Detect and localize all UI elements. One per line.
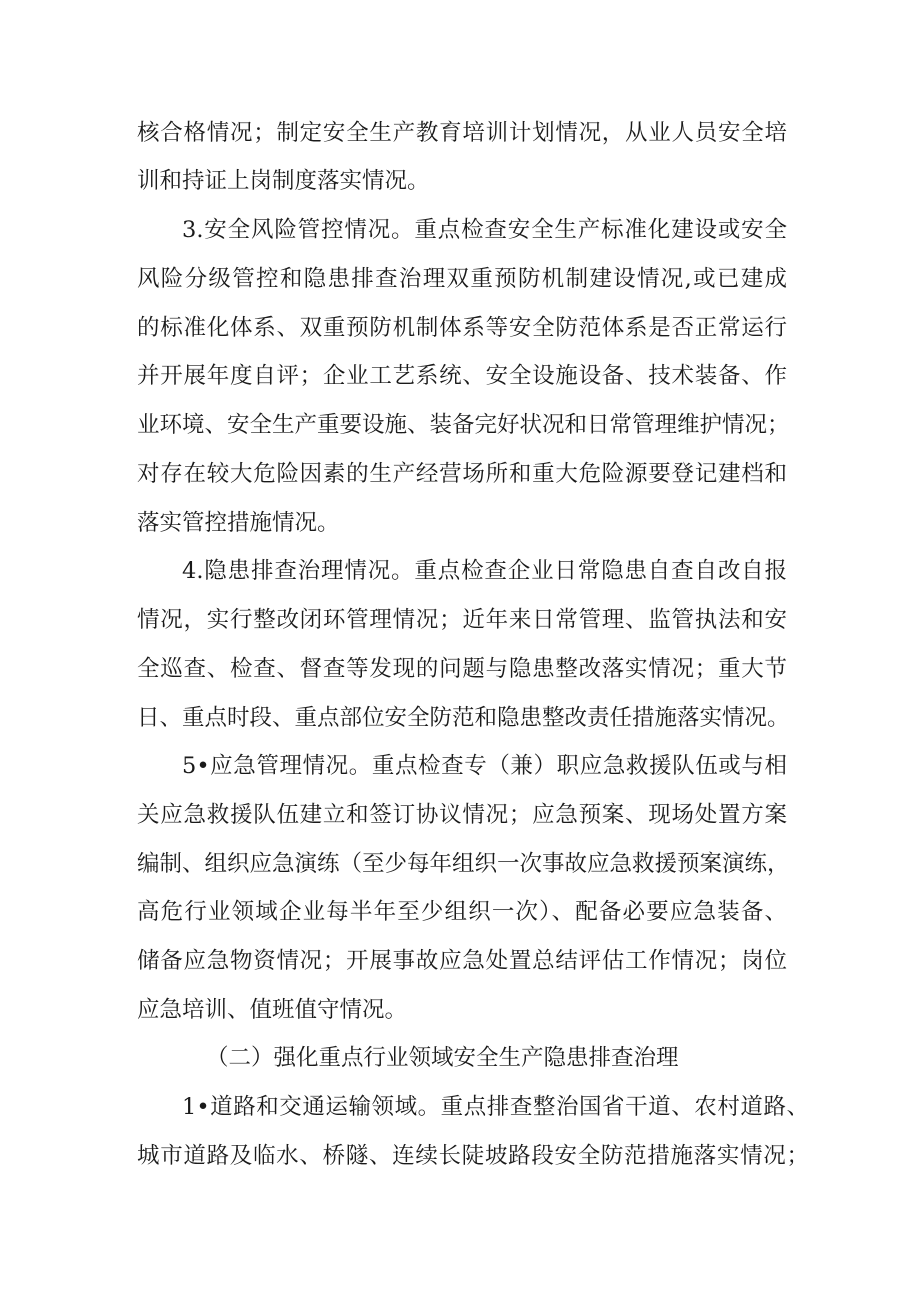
text-line-8: 对存在较大危险因素的生产经营场所和重大危险源要登记建档和 xyxy=(137,461,787,487)
text-line-4: 风险分级管控和隐患排查治理双重预防机制建设情况,或已建成 xyxy=(137,266,787,292)
text-line-10: 4.隐患排查治理情况。重点检查企业日常隐患自查自改自报 xyxy=(182,558,787,584)
text-line-18: 储备应急物资情况；开展事故应急处置总结评估工作情况；岗位 xyxy=(137,948,787,974)
text-line-17: 高危行业领域企业每半年至少组织一次）、配备必要应急装备、 xyxy=(137,899,787,925)
text-line-2: 训和持证上岗制度落实情况。 xyxy=(137,168,430,194)
text-line-16: 编制、组织应急演练（至少每年组织一次事故应急救援预案演练， xyxy=(137,851,790,877)
text-line-1: 核合格情况；制定安全生产教育培训计划情况，从业人员安全培 xyxy=(137,120,787,146)
text-line-9: 落实管控措施情况。 xyxy=(137,510,340,536)
text-line-22: 城市道路及临水、桥隧、连续长陡坡路段安全防范措施落实情况； xyxy=(137,1143,809,1169)
text-line-14: 5•应急管理情况。重点检查专（兼）职应急救援队伍或与相 xyxy=(182,753,787,779)
text-line-7: 业环境、安全生产重要设施、装备完好状况和日常管理维护情况； xyxy=(137,412,790,438)
section-heading: （二）强化重点行业领域安全生产隐患排查治理 xyxy=(206,1045,679,1071)
text-line-15: 关应急救援队伍建立和签订协议情况；应急预案、现场处置方案 xyxy=(137,802,787,828)
text-line-21: 1•道路和交通运输领域。重点排查整治国省干道、农村道路、 xyxy=(182,1094,809,1120)
text-line-12: 全巡查、检查、督查等发现的问题与隐患整改落实情况；重大节 xyxy=(137,656,787,682)
text-line-11: 情况，实行整改闭环管理情况；近年来日常管理、监管执法和安 xyxy=(137,607,787,633)
text-line-13: 日、重点时段、重点部位安全防范和隐患整改责任措施落实情况。 xyxy=(137,705,790,731)
text-line-6: 并开展年度自评；企业工艺系统、安全设施设备、技术装备、作 xyxy=(137,363,787,389)
text-line-5: 的标准化体系、双重预防机制体系等安全防范体系是否正常运行 xyxy=(137,315,787,341)
text-line-3: 3.安全风险管控情况。重点检查安全生产标准化建设或安全 xyxy=(182,217,787,243)
text-line-19: 应急培训、值班值守情况。 xyxy=(137,997,408,1023)
